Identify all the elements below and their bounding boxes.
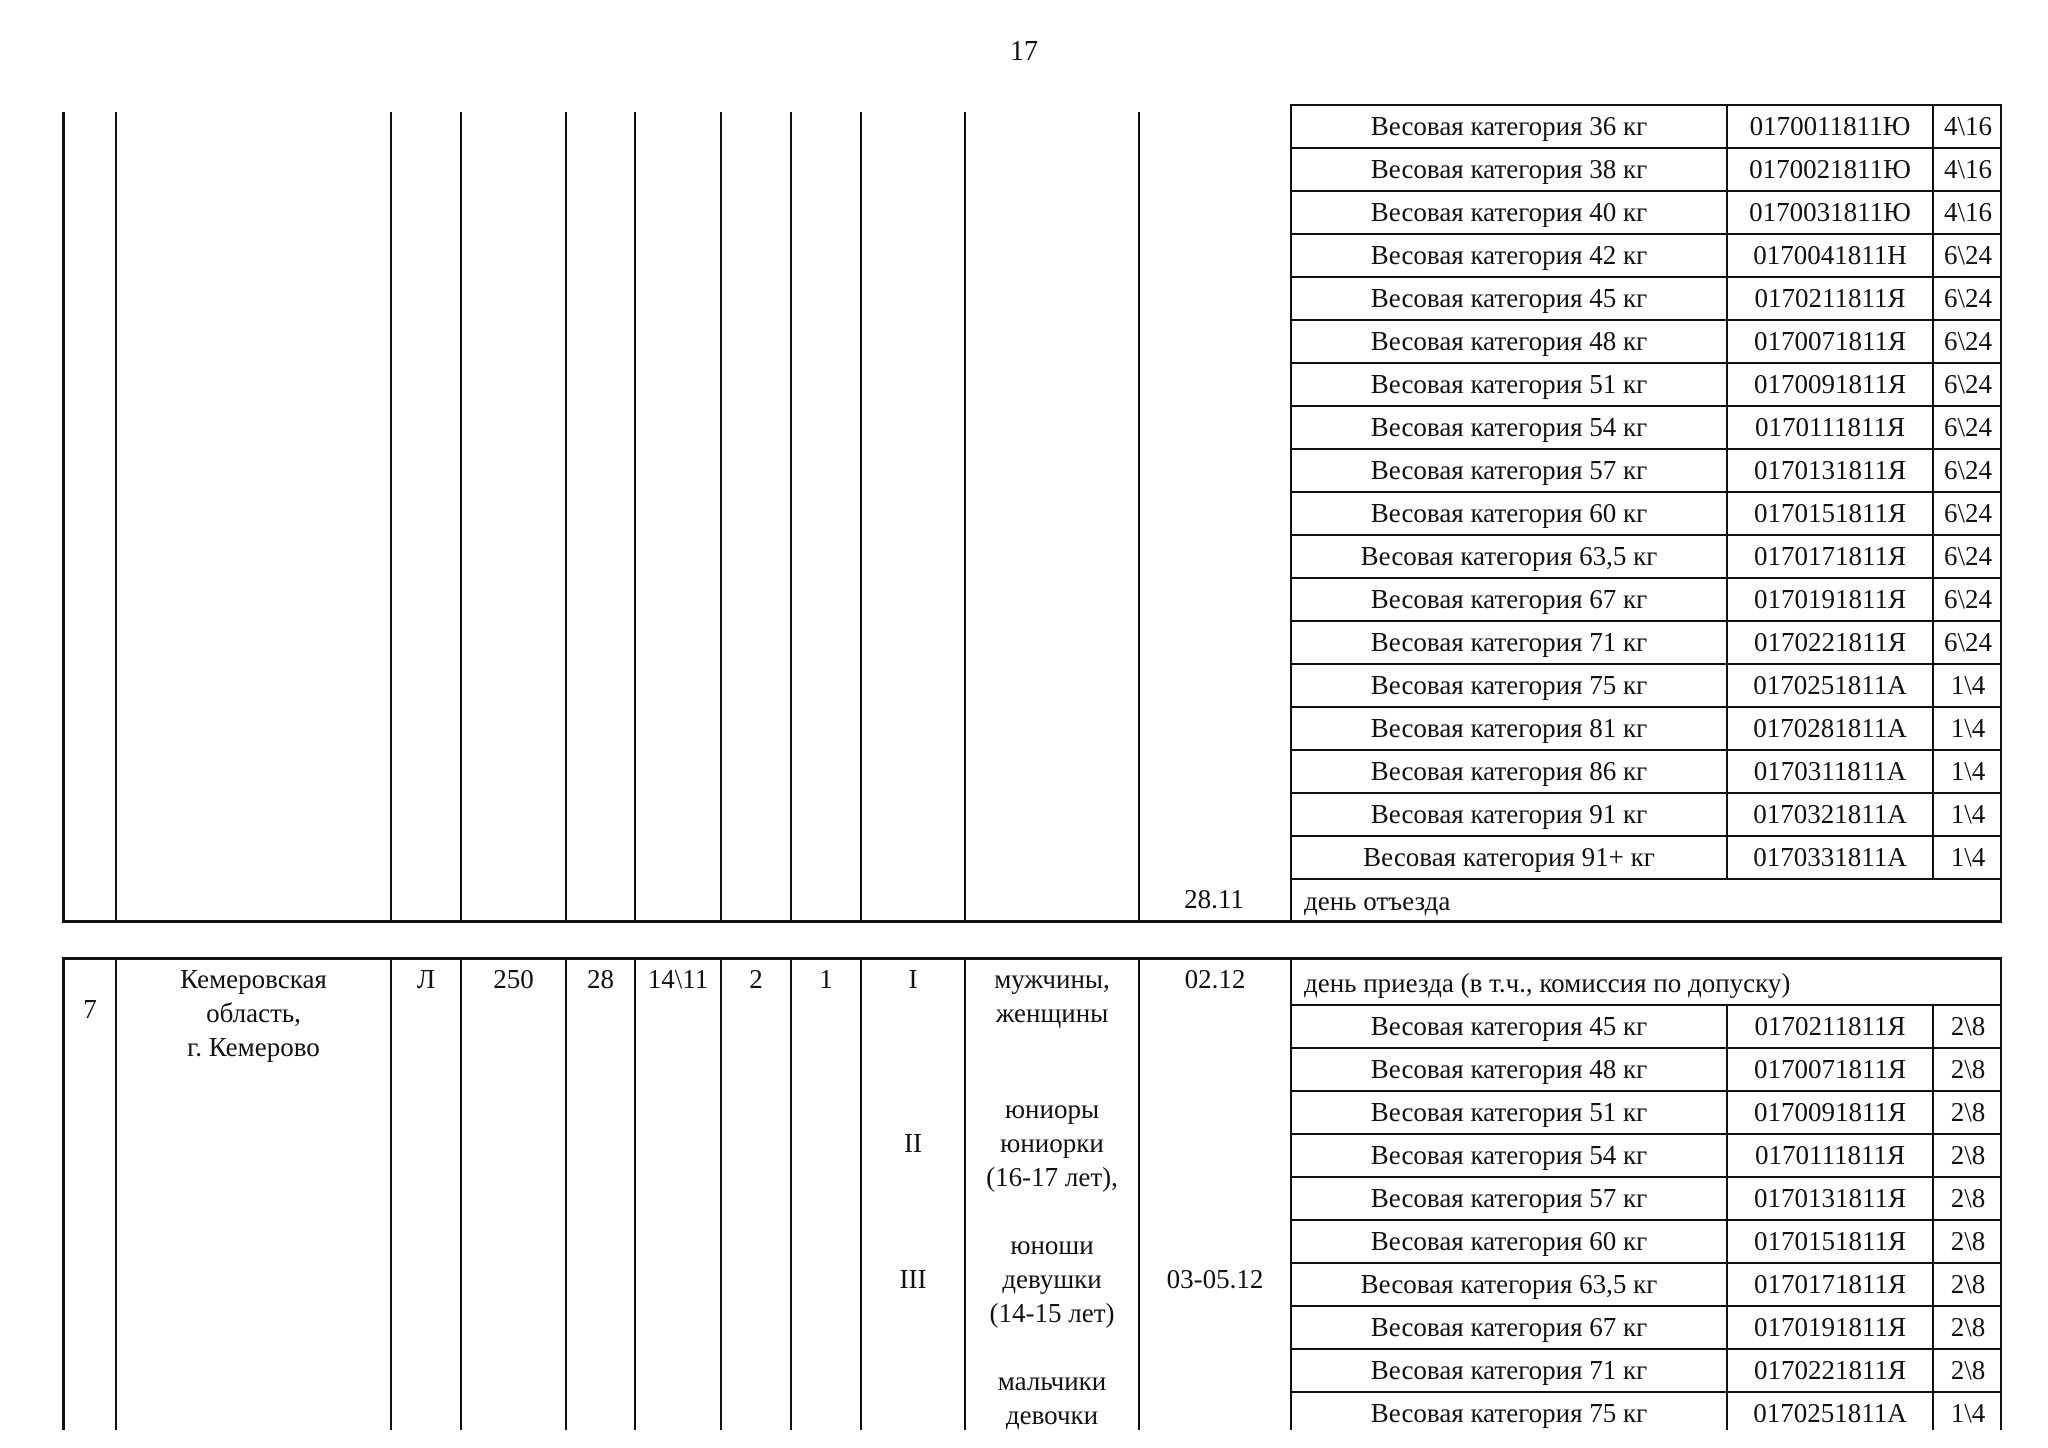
category-code: 0170171811Я — [1753, 541, 1906, 571]
quota-value: 1\4 — [1950, 670, 1986, 700]
category-code: 0170011811Ю — [1749, 111, 1911, 141]
arrival-date: 02.12 — [1184, 964, 1246, 994]
value-28: 28 — [587, 964, 614, 994]
group-kids: мальчики девочки — [997, 1366, 1107, 1430]
category-code: 0170251811А — [1753, 670, 1907, 700]
category-code: 0170281811А — [1753, 713, 1907, 743]
weight-category-row — [1291, 492, 2001, 535]
rank-i: I — [908, 964, 918, 994]
quota-value: 6\24 — [1943, 627, 1992, 657]
column-divider — [565, 957, 567, 1430]
column-divider — [634, 957, 636, 1430]
value-2: 2 — [749, 964, 763, 994]
category-code: 0170071811Я — [1753, 326, 1906, 356]
column-divider — [460, 112, 462, 922]
category-code: 0170111811Я — [1754, 412, 1905, 442]
weight-category-label: Весовая категория 71 кг — [1370, 1355, 1648, 1385]
category-code: 0170091811Я — [1753, 1097, 1906, 1127]
table-border-left — [62, 957, 65, 1430]
weight-category-row — [1291, 664, 2001, 707]
weight-category-label: Весовая категория 54 кг — [1370, 412, 1648, 442]
quota-value: 6\24 — [1943, 369, 1992, 399]
column-divider — [634, 112, 636, 922]
weight-category-row — [1291, 1134, 2001, 1177]
weight-category-row — [1291, 234, 2001, 277]
weight-category-row — [1291, 1091, 2001, 1134]
weight-category-row — [1291, 105, 2001, 148]
category-code: 0170221811Я — [1753, 627, 1906, 657]
weight-category-row — [1291, 1349, 2001, 1392]
weight-category-row — [1291, 363, 2001, 406]
column-divider — [790, 112, 792, 922]
quota-value: 6\24 — [1943, 455, 1992, 485]
column-divider — [390, 112, 392, 922]
weight-category-row — [1291, 578, 2001, 621]
column-divider — [790, 957, 792, 1430]
column-divider — [964, 112, 966, 922]
weight-category-row — [1291, 191, 2001, 234]
category-code: 0170331811А — [1753, 842, 1907, 872]
quota-value: 1\4 — [1950, 1398, 1986, 1428]
quota-value: 2\8 — [1950, 1355, 1986, 1385]
weight-category-row — [1291, 1263, 2001, 1306]
weight-category-label: Весовая категория 51 кг — [1370, 1097, 1648, 1127]
category-code: 0170131811Я — [1753, 455, 1906, 485]
table-border-bottom — [62, 920, 2002, 923]
weight-category-row — [1291, 1220, 2001, 1263]
column-divider — [860, 957, 862, 1430]
weight-category-label: Весовая категория 63,5 кг — [1360, 1269, 1658, 1299]
weight-category-row — [1291, 621, 2001, 664]
weight-category-label: Весовая категория 91 кг — [1370, 799, 1648, 829]
weight-category-label: Весовая категория 54 кг — [1370, 1140, 1648, 1170]
weight-category-label: Весовая категория 60 кг — [1370, 1226, 1648, 1256]
quota-value: 6\24 — [1943, 283, 1992, 313]
category-code: 0170131811Я — [1753, 1183, 1906, 1213]
value-1: 1 — [819, 964, 833, 994]
value-250: 250 — [493, 964, 534, 994]
weight-category-label: Весовая категория 63,5 кг — [1360, 541, 1658, 571]
quota-value: 6\24 — [1943, 584, 1992, 614]
weight-category-label: Весовая категория 57 кг — [1370, 455, 1648, 485]
competition-dates: 03-05.12 — [1166, 1264, 1264, 1294]
weight-category-label: Весовая категория 75 кг — [1370, 1398, 1648, 1428]
category-code: 0170171811Я — [1753, 1269, 1906, 1299]
group-juniors: юниоры юниорки (16-17 лет), — [986, 1094, 1118, 1192]
weight-category-row — [1291, 1392, 2001, 1435]
weight-category-label: Весовая категория 67 кг — [1370, 1312, 1648, 1342]
departure-date: 28.11 — [1184, 884, 1244, 914]
weight-category-label: Весовая категория 48 кг — [1370, 326, 1648, 356]
category-code: 0170311811А — [1753, 756, 1907, 786]
category-code: 0170211811Я — [1754, 1011, 1906, 1041]
weight-category-row — [1291, 1048, 2001, 1091]
quota-value: 2\8 — [1950, 1054, 1986, 1084]
quota-value: 1\4 — [1950, 842, 1986, 872]
weight-category-label: Весовая категория 36 кг — [1370, 111, 1648, 141]
category-code: 0170151811Я — [1753, 1226, 1906, 1256]
category-code: 0170211811Я — [1754, 283, 1906, 313]
category-code: 0170191811Я — [1753, 584, 1906, 614]
category-code: 0170021811Ю — [1749, 154, 1911, 184]
category-code: 0170221811Я — [1753, 1355, 1906, 1385]
quota-value: 2\8 — [1950, 1140, 1986, 1170]
weight-category-row — [1291, 750, 2001, 793]
column-divider — [720, 957, 722, 1430]
weight-category-row — [1291, 793, 2001, 836]
weight-category-label: Весовая категория 91+ кг — [1363, 842, 1655, 872]
rank-ii: II — [904, 1128, 922, 1158]
quota-value: 2\8 — [1950, 1183, 1986, 1213]
quota-value: 1\4 — [1950, 713, 1986, 743]
group-men-women: мужчины, женщины — [994, 964, 1110, 1028]
column-divider — [115, 112, 117, 922]
weight-category-label: Весовая категория 38 кг — [1370, 154, 1648, 184]
column-divider — [1138, 112, 1140, 922]
sport-code-letter: Л — [416, 964, 436, 994]
category-code: 0170071811Я — [1753, 1054, 1906, 1084]
quota-value: 2\8 — [1950, 1226, 1986, 1256]
table-border-top — [62, 957, 2002, 960]
weight-category-label: Весовая категория 51 кг — [1370, 369, 1648, 399]
weight-category-row — [1291, 148, 2001, 191]
page-number: 17 — [1010, 36, 1038, 67]
arrival-text: день приезда (в т.ч., комиссия по допуску) — [1304, 968, 1791, 998]
weight-category-label: Весовая категория 45 кг — [1370, 1011, 1648, 1041]
category-code: 0170321811А — [1753, 799, 1907, 829]
category-code: 0170031811Ю — [1749, 197, 1911, 227]
weight-category-row — [1291, 1177, 2001, 1220]
value-ratio: 14\11 — [647, 964, 709, 994]
column-divider — [565, 112, 567, 922]
weight-category-label: Весовая категория 57 кг — [1370, 1183, 1648, 1213]
region-name: Кемеровская область, г. Кемерово — [180, 964, 327, 1062]
category-code: 0170091811Я — [1753, 369, 1906, 399]
weight-category-row — [1291, 277, 2001, 320]
weight-category-label: Весовая категория 42 кг — [1370, 240, 1648, 270]
weight-category-row — [1291, 1005, 2001, 1048]
weight-category-label: Весовая категория 40 кг — [1370, 197, 1648, 227]
category-code: 0170111811Я — [1754, 1140, 1905, 1170]
quota-value: 1\4 — [1950, 799, 1986, 829]
weight-category-label: Весовая категория 60 кг — [1370, 498, 1648, 528]
category-code: 0170151811Я — [1753, 498, 1906, 528]
weight-category-row — [1291, 406, 2001, 449]
group-youth: юноши девушки (14-15 лет) — [989, 1230, 1115, 1328]
weight-category-row — [1291, 836, 2001, 879]
category-code: 0170041811Н — [1753, 240, 1907, 270]
quota-value: 6\24 — [1943, 240, 1992, 270]
weight-category-row — [1291, 1306, 2001, 1349]
column-divider — [460, 957, 462, 1430]
column-divider — [720, 112, 722, 922]
quota-value: 4\16 — [1943, 154, 1992, 184]
weight-category-label: Весовая категория 75 кг — [1370, 670, 1648, 700]
weight-category-label: Весовая категория 48 кг — [1370, 1054, 1648, 1084]
weight-category-label: Весовая категория 86 кг — [1370, 756, 1648, 786]
column-divider — [390, 957, 392, 1430]
weight-category-label: Весовая категория 81 кг — [1370, 713, 1648, 743]
departure-text: день отъезда — [1304, 886, 1451, 916]
table-border-left — [62, 112, 65, 922]
category-code: 0170191811Я — [1753, 1312, 1906, 1342]
quota-value: 2\8 — [1950, 1269, 1986, 1299]
category-code: 0170251811А — [1753, 1398, 1907, 1428]
weight-category-label: Весовая категория 45 кг — [1370, 283, 1648, 313]
rank-iii: III — [899, 1264, 927, 1294]
weight-category-label: Весовая категория 71 кг — [1370, 627, 1648, 657]
column-divider — [860, 112, 862, 922]
quota-value: 6\24 — [1943, 541, 1992, 571]
weight-category-row — [1291, 535, 2001, 578]
quota-value: 6\24 — [1943, 498, 1992, 528]
quota-value: 4\16 — [1943, 197, 1992, 227]
quota-value: 6\24 — [1943, 412, 1992, 442]
weight-category-row — [1291, 707, 2001, 750]
row-number: 7 — [83, 994, 97, 1024]
column-divider — [1138, 957, 1140, 1430]
weight-category-row — [1291, 449, 2001, 492]
quota-value: 2\8 — [1950, 1097, 1986, 1127]
quota-value: 4\16 — [1943, 111, 1992, 141]
quota-value: 1\4 — [1950, 756, 1986, 786]
weight-category-label: Весовая категория 67 кг — [1370, 584, 1648, 614]
quota-value: 2\8 — [1950, 1312, 1986, 1342]
quota-value: 6\24 — [1943, 326, 1992, 356]
weight-category-row — [1291, 320, 2001, 363]
quota-value: 2\8 — [1950, 1011, 1986, 1041]
